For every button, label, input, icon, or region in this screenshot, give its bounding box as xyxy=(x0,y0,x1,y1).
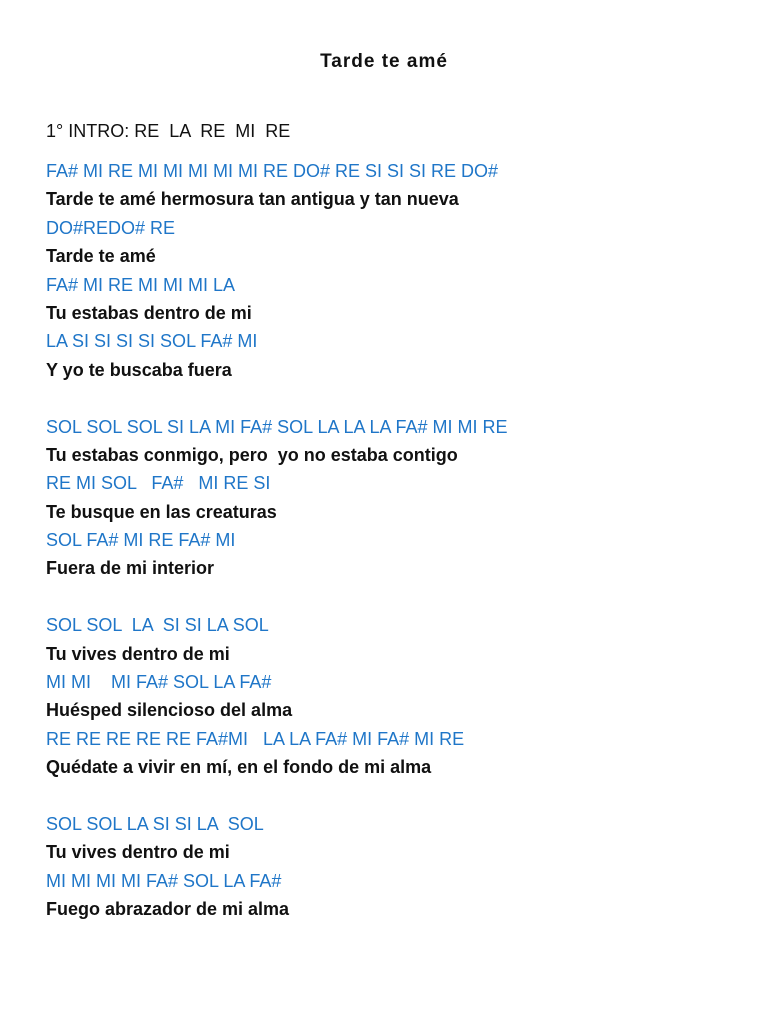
note-line: SOL SOL SOL SI LA MI FA# SOL LA LA LA FA# MI MI RE xyxy=(46,416,508,437)
song-body xyxy=(46,157,746,924)
note-line: RE RE RE RE RE FA#MI LA LA FA# MI FA# MI RE xyxy=(46,728,465,749)
note-line: MI MI MI FA# SOL LA FA# xyxy=(46,672,272,693)
note-line: FA# MI RE MI MI MI MI MI RE DO# RE SI SI SI RE DO# xyxy=(46,161,499,181)
note-line: FA# MI RE MI MI MI LA xyxy=(46,274,236,295)
note-line: DO#REDO# RE xyxy=(46,217,176,238)
lyric-line: Tu vives dentro de mi xyxy=(46,842,230,863)
note-line: MI MI MI MI FA# SOL LA FA# xyxy=(46,870,282,891)
note-line: LA SI SI SI SI SOL FA# MI xyxy=(46,331,258,352)
note-line: SOL SOL LA SI SI LA SOL xyxy=(46,813,264,834)
note-line: RE MI SOL FA# MI RE SI xyxy=(46,473,271,494)
lyric-line: Y yo te buscaba fuera xyxy=(46,359,232,380)
song-title: Tarde te amé xyxy=(320,51,448,72)
lyric-line: Fuera de mi interior xyxy=(46,558,215,579)
intro-line: 1° INTRO: RE LA RE MI RE xyxy=(46,121,291,141)
stanza-gap xyxy=(46,384,746,412)
stanza-gap xyxy=(46,583,746,611)
lyric-line: Fuego abrazador de mi alma xyxy=(46,899,290,920)
lyric-line: Quédate a vivir en mí, en el fondo de mi alma xyxy=(46,757,432,778)
lyric-line: Tu estabas conmigo, pero yo no estaba contigo xyxy=(46,444,458,465)
lyric-line: Huésped silencioso del alma xyxy=(46,700,293,721)
lyric-line: Tu estabas dentro de mi xyxy=(46,302,252,323)
lyric-line: Te busque en las creaturas xyxy=(46,501,277,522)
lyric-line: Tarde te amé xyxy=(46,246,156,267)
stanza-gap xyxy=(46,782,746,810)
lyric-line: Tu vives dentro de mi xyxy=(46,643,230,664)
lyric-line: Tarde te amé hermosura tan antigua y tan nueva xyxy=(46,189,459,210)
note-line: SOL FA# MI RE FA# MI xyxy=(46,530,236,551)
note-line: SOL SOL LA SI SI LA SOL xyxy=(46,615,269,636)
